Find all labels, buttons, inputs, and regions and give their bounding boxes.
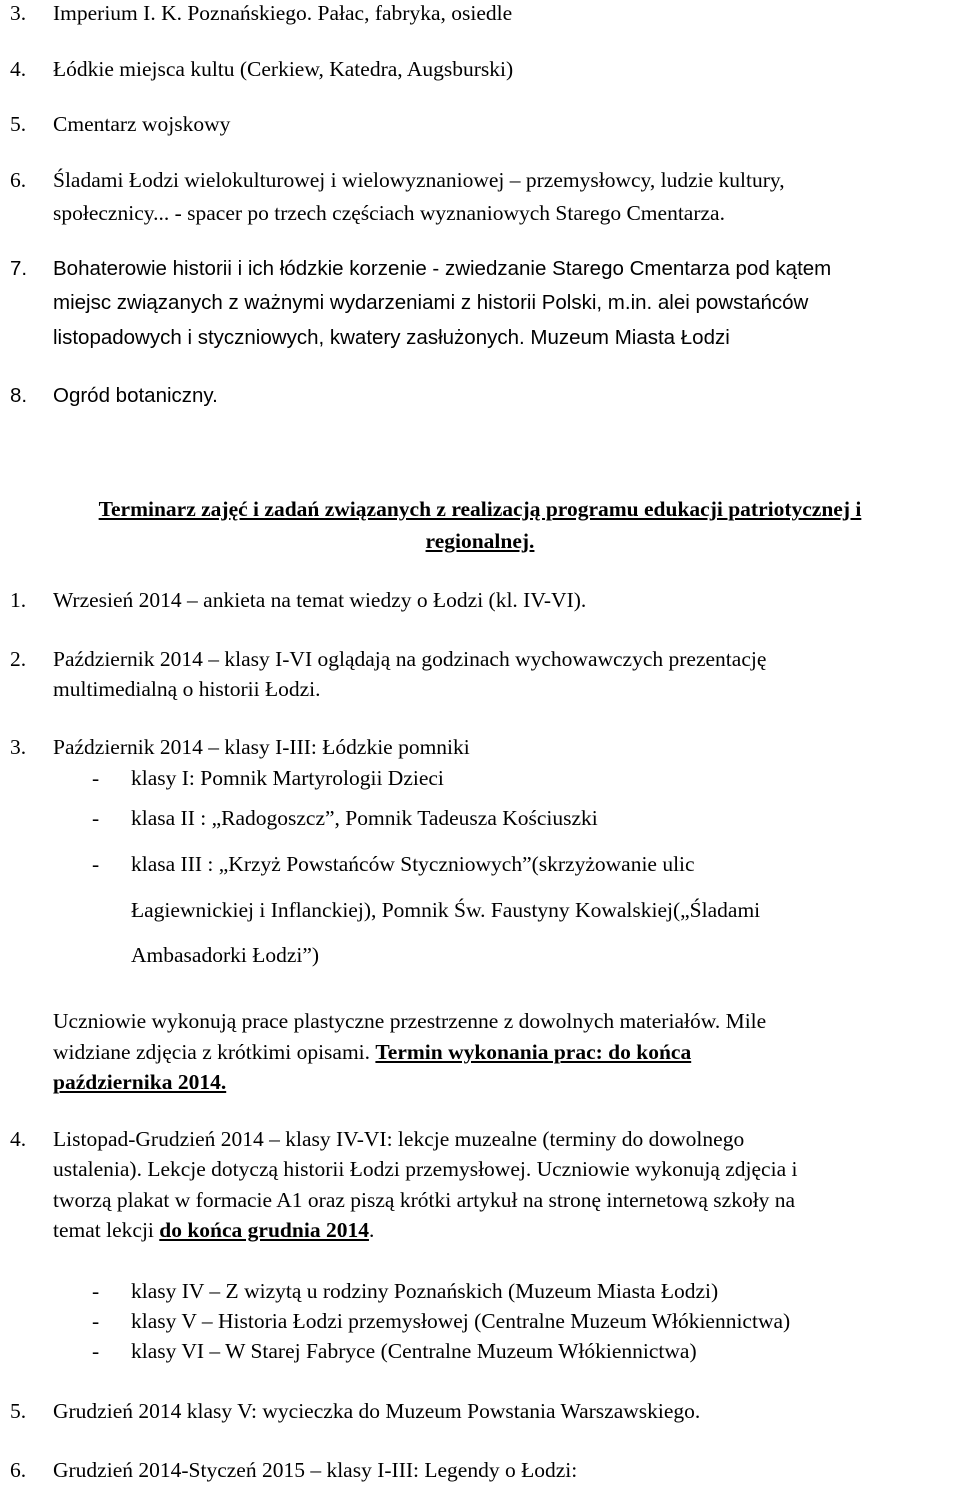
list-item: Łódkie miejsca kultu (Cerkiew, Katedra, Augsburski) <box>53 57 514 81</box>
schedule-item-continuation: multimedialną o historii Łodzi. <box>53 677 321 701</box>
list-number: 3. <box>10 1 27 25</box>
list-number: 5. <box>10 112 27 136</box>
sub-item-dash: - <box>92 1279 100 1303</box>
deadline-text: października 2014. <box>53 1070 227 1094</box>
sub-item-dash: - <box>92 1309 100 1333</box>
schedule-item-continuation: ustalenia). Lekcje dotyczą historii Łodzi przemysłowej. Uczniowie wykonują zdjęcia i <box>53 1157 798 1181</box>
schedule-item: Wrzesień 2014 – ankieta na temat wiedzy o Łodzi (kl. IV-VI). <box>53 588 587 612</box>
sub-item: klasa II : „Radogoszcz”, Pomnik Tadeusza Kościuszki <box>131 806 598 830</box>
list-number: 8. <box>10 384 28 407</box>
section-heading: Terminarz zajęć i zadań związanych z realizacją programu edukacji patriotycznej i <box>98 497 862 521</box>
sub-item-continuation: Ambasadorki Łodzi”) <box>131 943 320 967</box>
deadline-text: do końca grudnia 2014 <box>159 1218 369 1242</box>
sub-item-continuation: Łagiewnickiej i Inflanckiej), Pomnik Św. Faustyny Kowalskiej(„Śladami <box>131 898 761 922</box>
list-number: 4. <box>10 57 27 81</box>
schedule-number: 1. <box>10 588 27 612</box>
sub-item-dash: - <box>92 1339 100 1363</box>
schedule-item: Grudzień 2014 klasy V: wycieczka do Muzeum Powstania Warszawskiego. <box>53 1399 701 1423</box>
note-text: Uczniowie wykonują prace plastyczne przestrzenne z dowolnych materiałów. Mile <box>53 1009 767 1033</box>
list-number: 6. <box>10 168 27 192</box>
sub-item: klasy V – Historia Łodzi przemysłowej (Centralne Muzeum Włókiennictwa) <box>131 1309 791 1333</box>
sub-item: klasa III : „Krzyż Powstańców Styczniowych”(skrzyżowanie ulic <box>131 852 695 876</box>
schedule-item: Listopad-Grudzień 2014 – klasy IV-VI: lekcje muzealne (terminy do dowolnego <box>53 1127 745 1151</box>
sub-item: klasy IV – Z wizytą u rodziny Poznańskich (Muzeum Miasta Łodzi) <box>131 1279 719 1303</box>
list-item: Bohaterowie historii i ich łódzkie korzenie - zwiedzanie Starego Cmentarza pod kątem <box>53 257 832 280</box>
sub-item: klasy I: Pomnik Martyrologii Dzieci <box>131 766 444 790</box>
schedule-text-plain: temat lekcji <box>53 1218 160 1242</box>
list-number: 7. <box>10 257 28 280</box>
period: . <box>368 1218 375 1242</box>
section-heading-continuation: regionalnej. <box>425 529 535 553</box>
schedule-number: 6. <box>10 1458 27 1482</box>
list-item: Ogród botaniczny. <box>53 384 218 407</box>
sub-item-dash: - <box>92 766 100 790</box>
schedule-item-continuation: tworzą plakat w formacie A1 oraz piszą krótki artykuł na stronę internetową szkoły na <box>53 1188 796 1212</box>
schedule-item-continuation <box>53 1217 374 1243</box>
schedule-item: Październik 2014 – klasy I-III: Łódzkie pomniki <box>53 735 470 759</box>
schedule-item: Październik 2014 – klasy I-VI oglądają na godzinach wychowawczych prezentację <box>53 647 767 671</box>
sub-item-dash: - <box>92 806 100 830</box>
schedule-number: 4. <box>10 1127 27 1151</box>
schedule-number: 2. <box>10 647 27 671</box>
list-item: Śladami Łodzi wielokulturowej i wielowyznaniowej – przemysłowcy, ludzie kultury, <box>53 168 785 192</box>
deadline-text: Termin wykonania prac: do końca <box>375 1040 692 1064</box>
list-item-continuation: miejsc związanych z ważnymi wydarzeniami z historii Polski, m.in. alei powstańców <box>53 291 809 314</box>
schedule-number: 5. <box>10 1399 27 1423</box>
sub-item-dash: - <box>92 852 100 876</box>
list-item-continuation: listopadowych i styczniowych, kwatery zasłużonych. Muzeum Miasta Łodzi <box>53 326 730 349</box>
list-item-continuation: społecznicy... - spacer po trzech częściach wyznaniowych Starego Cmentarza. <box>53 201 725 225</box>
list-item: Cmentarz wojskowy <box>53 112 231 136</box>
sub-item: klasy VI – W Starej Fabryce (Centralne Muzeum Włókiennictwa) <box>131 1339 697 1363</box>
list-item: Imperium I. K. Poznańskiego. Pałac, fabryka, osiedle <box>53 1 513 25</box>
schedule-item: Grudzień 2014-Styczeń 2015 – klasy I-III: Legendy o Łodzi: <box>53 1458 578 1482</box>
note-text <box>53 1039 691 1065</box>
note-text-plain: widziane zdjęcia z krótkimi opisami. <box>53 1040 376 1064</box>
schedule-number: 3. <box>10 735 27 759</box>
